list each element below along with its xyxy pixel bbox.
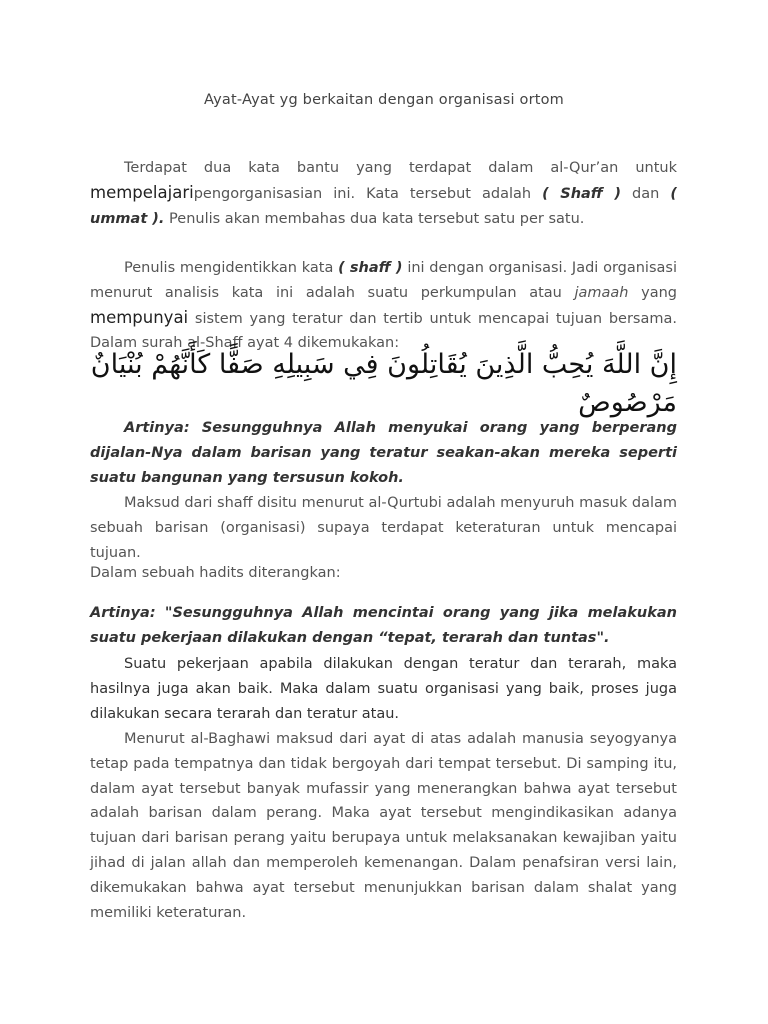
intro-emphasis-mempelajari: mempelajari [90, 182, 194, 202]
intro-term-ummat: ( ummat ). [90, 185, 677, 227]
intro-text-2: pengorganisasian ini. Kata tersebut adalah [193, 185, 543, 202]
shaff-emphasis-mempunyai: mempunyai [90, 307, 189, 327]
paragraph-intro [90, 156, 677, 231]
document-title: Ayat-Ayat yg berkaitan dengan organisasi ortom [203, 92, 565, 108]
shaff-term: ( shaff ) [338, 260, 403, 276]
translation-hadits: Artinya: "Sesungguhnya Allah mencintai orang yang jika melakukan suatu pekerjaan dilakukan dengan “tepat, terarah dan tuntas". [90, 605, 677, 646]
shaff-text-1: Penulis mengidentikkan kata [124, 260, 339, 276]
paragraph-baghawi: Menurut al-Baghawi maksud dari ayat di atas adalah manusia seyogyanya tetap pada tempatnya dan tidak bergoyah dari tempat tersebut. Di samping itu, dalam ayat tersebut banyak mufassir yang menerangkan bahwa ayat tersebut adalah barisan dalam perang. Maka ayat tersebut mengindikasikan adanya tujuan dari barisan perang yaitu berupaya untuk melaksanakan kewajiban yaitu jihad di jalan allah dan memperoleh kemenangan. Dalam penafsiran versi lain, dikemukakan bahwa ayat tersebut menunjukkan barisan dalam shalat yang memiliki keteraturan. [90, 731, 677, 921]
paragraph-shaff [90, 256, 677, 356]
intro-text-4: Penulis akan membahas dua kata tersebut satu per satu. [164, 210, 585, 227]
paragraph-pekerjaan: Suatu pekerjaan apabila dilakukan dengan teratur dan terarah, maka hasilnya juga akan baik. Maka dalam suatu organisasi yang baik, proses juga dilakukan secara terarah dan teratur atau. [90, 656, 677, 722]
intro-text-3: dan [621, 185, 671, 202]
paragraph-qurtubi: Maksud dari shaff disitu menurut al-Qurtubi adalah menyuruh masuk dalam sebuah barisan (organisasi) supaya terdapat keteraturan untuk mencapai tujuan. [90, 495, 677, 561]
shaff-term-jamaah: jamaah [574, 284, 629, 301]
shaff-text-3: yang [628, 284, 677, 301]
translation-verse [90, 416, 677, 490]
intro-text-1: Terdapat dua kata bantu yang terdapat dalam al-Qur’an untuk [124, 160, 677, 176]
shaff-text-4: sistem yang teratur dan tertib untuk mencapai tujuan bersama. Dalam surah al-Shaff ayat 4 dikemukakan: [90, 310, 677, 352]
paragraph-hadits-intro: Dalam sebuah hadits diterangkan: [90, 565, 341, 581]
translation-verse-text: Allah menyukai orang yang berperang dijalan-Nya dalam barisan yang teratur seakan-akan mereka seperti suatu bangunan yang tersusun kokoh. [90, 420, 678, 486]
arabic-verse: إِنَّ اللَّهَ يُحِبُّ الَّذِينَ يُقَاتِلُونَ فِي سَبِيلِهِ صَفًّا كَأَنَّهُمْ بُنْيَانٌ مَرْصُوصٌ [90, 349, 677, 418]
intro-term-shaff: ( Shaff ) [542, 185, 621, 202]
shaff-text-2: ini dengan organisasi. Jadi organisasi menurut analisis kata ini adalah suatu perkumpulan atau [90, 260, 677, 301]
translation-verse-label: Artinya: Sesungguhnya [124, 420, 335, 436]
